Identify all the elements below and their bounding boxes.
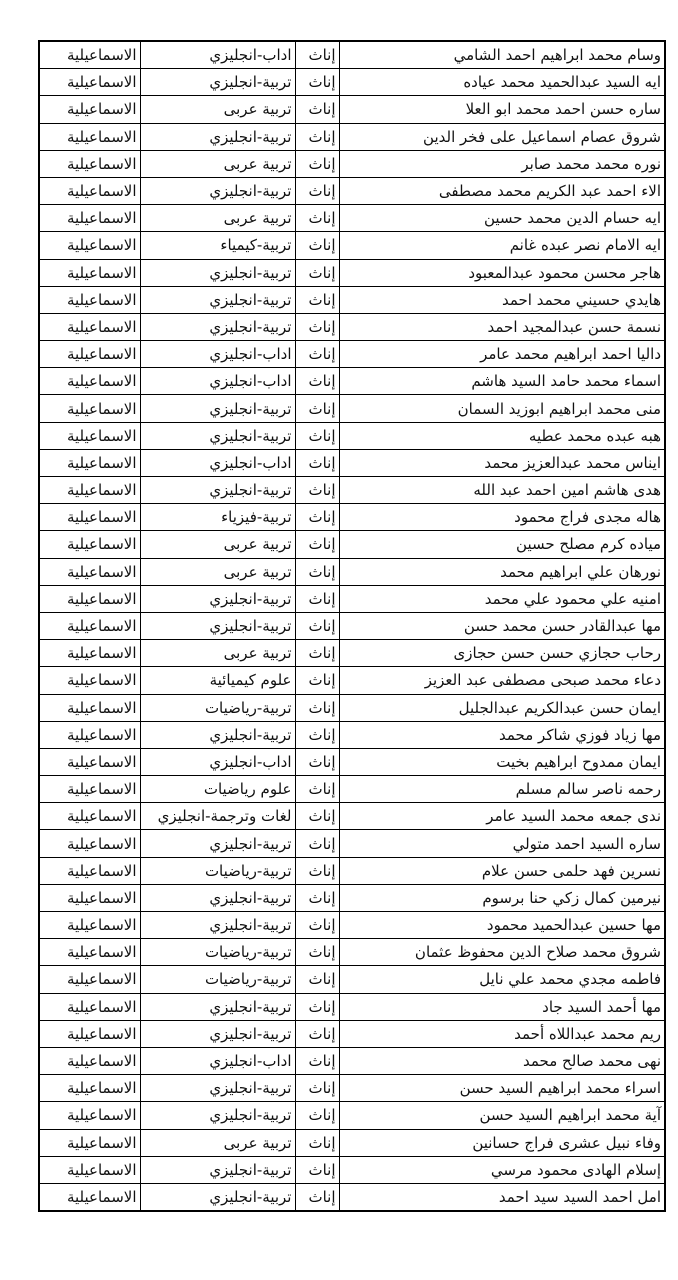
name-cell: الاء احمد عبد الكريم محمد مصطفى bbox=[339, 177, 665, 204]
gender-cell: إناث bbox=[295, 341, 339, 368]
table-row bbox=[39, 884, 665, 911]
governorate-cell: الاسماعيلية bbox=[39, 993, 140, 1020]
name-cell: نهى محمد صالح محمد bbox=[339, 1047, 665, 1074]
table-row bbox=[39, 993, 665, 1020]
gender-cell: إناث bbox=[295, 395, 339, 422]
governorate-cell: الاسماعيلية bbox=[39, 1075, 140, 1102]
gender-cell: إناث bbox=[295, 1020, 339, 1047]
name-cell: وسام محمد ابراهيم احمد الشامي bbox=[339, 41, 665, 69]
name-cell: ندى جمعه محمد السيد عامر bbox=[339, 803, 665, 830]
governorate-cell: الاسماعيلية bbox=[39, 748, 140, 775]
table-row bbox=[39, 395, 665, 422]
gender-cell: إناث bbox=[295, 558, 339, 585]
table-row bbox=[39, 1047, 665, 1074]
name-cell: مها عبدالقادر حسن محمد حسن bbox=[339, 612, 665, 639]
governorate-cell: الاسماعيلية bbox=[39, 368, 140, 395]
name-cell: ساره السيد احمد متولي bbox=[339, 830, 665, 857]
governorate-cell: الاسماعيلية bbox=[39, 313, 140, 340]
table-row bbox=[39, 912, 665, 939]
name-cell: ساره حسن احمد محمد ابو العلا bbox=[339, 96, 665, 123]
specialization-cell: تربية-فيزياء bbox=[140, 504, 295, 531]
table-row bbox=[39, 585, 665, 612]
gender-cell: إناث bbox=[295, 1156, 339, 1183]
specialization-cell: تربية-انجليزي bbox=[140, 286, 295, 313]
applicants-table bbox=[38, 40, 666, 1212]
table-row bbox=[39, 150, 665, 177]
table-row bbox=[39, 449, 665, 476]
gender-cell: إناث bbox=[295, 232, 339, 259]
gender-cell: إناث bbox=[295, 368, 339, 395]
name-cell: ايه حسام الدين محمد حسين bbox=[339, 205, 665, 232]
gender-cell: إناث bbox=[295, 939, 339, 966]
gender-cell: إناث bbox=[295, 96, 339, 123]
name-cell: نيرمين كمال زكي حنا برسوم bbox=[339, 884, 665, 911]
specialization-cell: تربية-انجليزي bbox=[140, 123, 295, 150]
gender-cell: إناث bbox=[295, 1102, 339, 1129]
governorate-cell: الاسماعيلية bbox=[39, 857, 140, 884]
table-row bbox=[39, 41, 665, 69]
gender-cell: إناث bbox=[295, 259, 339, 286]
name-cell: وفاء نبيل عشرى فراج حسانين bbox=[339, 1129, 665, 1156]
governorate-cell: الاسماعيلية bbox=[39, 286, 140, 313]
specialization-cell: اداب-انجليزي bbox=[140, 341, 295, 368]
specialization-cell: تربية عربى bbox=[140, 205, 295, 232]
table-row bbox=[39, 177, 665, 204]
table-row bbox=[39, 286, 665, 313]
table-row bbox=[39, 558, 665, 585]
specialization-cell: تربية-انجليزي bbox=[140, 1075, 295, 1102]
specialization-cell: علوم رياضيات bbox=[140, 776, 295, 803]
governorate-cell: الاسماعيلية bbox=[39, 803, 140, 830]
name-cell: نسمة حسن عبدالمجيد احمد bbox=[339, 313, 665, 340]
specialization-cell: تربية-انجليزي bbox=[140, 993, 295, 1020]
gender-cell: إناث bbox=[295, 993, 339, 1020]
name-cell: نوره محمد محمد صابر bbox=[339, 150, 665, 177]
governorate-cell: الاسماعيلية bbox=[39, 966, 140, 993]
gender-cell: إناث bbox=[295, 830, 339, 857]
governorate-cell: الاسماعيلية bbox=[39, 694, 140, 721]
gender-cell: إناث bbox=[295, 884, 339, 911]
table-row bbox=[39, 939, 665, 966]
specialization-cell: اداب-انجليزي bbox=[140, 41, 295, 69]
specialization-cell: تربية عربى bbox=[140, 531, 295, 558]
specialization-cell: اداب-انجليزي bbox=[140, 1047, 295, 1074]
name-cell: اسماء محمد حامد السيد هاشم bbox=[339, 368, 665, 395]
specialization-cell: تربية-انجليزي bbox=[140, 1156, 295, 1183]
governorate-cell: الاسماعيلية bbox=[39, 205, 140, 232]
table-row bbox=[39, 640, 665, 667]
table-row bbox=[39, 504, 665, 531]
gender-cell: إناث bbox=[295, 1183, 339, 1211]
gender-cell: إناث bbox=[295, 803, 339, 830]
governorate-cell: الاسماعيلية bbox=[39, 1183, 140, 1211]
specialization-cell: تربية-انجليزي bbox=[140, 912, 295, 939]
gender-cell: إناث bbox=[295, 150, 339, 177]
gender-cell: إناث bbox=[295, 585, 339, 612]
governorate-cell: الاسماعيلية bbox=[39, 422, 140, 449]
gender-cell: إناث bbox=[295, 640, 339, 667]
specialization-cell: تربية-انجليزي bbox=[140, 177, 295, 204]
gender-cell: إناث bbox=[295, 286, 339, 313]
table-row bbox=[39, 232, 665, 259]
gender-cell: إناث bbox=[295, 123, 339, 150]
table-row bbox=[39, 1156, 665, 1183]
name-cell: إسلام الهادى محمود مرسي bbox=[339, 1156, 665, 1183]
specialization-cell: علوم كيميائية bbox=[140, 667, 295, 694]
table-row bbox=[39, 313, 665, 340]
gender-cell: إناث bbox=[295, 422, 339, 449]
gender-cell: إناث bbox=[295, 69, 339, 96]
table-row bbox=[39, 1102, 665, 1129]
specialization-cell: اداب-انجليزي bbox=[140, 748, 295, 775]
gender-cell: إناث bbox=[295, 1129, 339, 1156]
table-row bbox=[39, 1020, 665, 1047]
table-row bbox=[39, 830, 665, 857]
governorate-cell: الاسماعيلية bbox=[39, 1020, 140, 1047]
governorate-cell: الاسماعيلية bbox=[39, 96, 140, 123]
governorate-cell: الاسماعيلية bbox=[39, 776, 140, 803]
name-cell: هاله مجدى فراج محمود bbox=[339, 504, 665, 531]
name-cell: هايدي حسيني محمد احمد bbox=[339, 286, 665, 313]
specialization-cell: تربية-انجليزي bbox=[140, 259, 295, 286]
table-row bbox=[39, 721, 665, 748]
gender-cell: إناث bbox=[295, 694, 339, 721]
name-cell: امنيه علي محمود علي محمد bbox=[339, 585, 665, 612]
name-cell: داليا احمد ابراهيم محمد عامر bbox=[339, 341, 665, 368]
name-cell: ايه الامام نصر عبده غانم bbox=[339, 232, 665, 259]
gender-cell: إناث bbox=[295, 449, 339, 476]
gender-cell: إناث bbox=[295, 776, 339, 803]
applicants-sheet bbox=[38, 40, 664, 1212]
table-row bbox=[39, 857, 665, 884]
table-row bbox=[39, 694, 665, 721]
governorate-cell: الاسماعيلية bbox=[39, 177, 140, 204]
specialization-cell: تربية-انجليزي bbox=[140, 830, 295, 857]
governorate-cell: الاسماعيلية bbox=[39, 449, 140, 476]
specialization-cell: تربية عربى bbox=[140, 558, 295, 585]
governorate-cell: الاسماعيلية bbox=[39, 477, 140, 504]
specialization-cell: تربية-انجليزي bbox=[140, 1020, 295, 1047]
gender-cell: إناث bbox=[295, 612, 339, 639]
governorate-cell: الاسماعيلية bbox=[39, 259, 140, 286]
governorate-cell: الاسماعيلية bbox=[39, 504, 140, 531]
specialization-cell: تربية عربى bbox=[140, 96, 295, 123]
governorate-cell: الاسماعيلية bbox=[39, 341, 140, 368]
governorate-cell: الاسماعيلية bbox=[39, 667, 140, 694]
specialization-cell: تربية-رياضيات bbox=[140, 939, 295, 966]
governorate-cell: الاسماعيلية bbox=[39, 640, 140, 667]
name-cell: هاجر محسن محمود عبدالمعبود bbox=[339, 259, 665, 286]
specialization-cell: اداب-انجليزي bbox=[140, 449, 295, 476]
governorate-cell: الاسماعيلية bbox=[39, 830, 140, 857]
governorate-cell: الاسماعيلية bbox=[39, 558, 140, 585]
name-cell: مها أحمد السيد جاد bbox=[339, 993, 665, 1020]
specialization-cell: تربية-انجليزي bbox=[140, 422, 295, 449]
name-cell: ايمان حسن عبدالكريم عبدالجليل bbox=[339, 694, 665, 721]
gender-cell: إناث bbox=[295, 966, 339, 993]
name-cell: ريم محمد عبداللاه أحمد bbox=[339, 1020, 665, 1047]
gender-cell: إناث bbox=[295, 667, 339, 694]
name-cell: هبه عبده محمد عطيه bbox=[339, 422, 665, 449]
governorate-cell: الاسماعيلية bbox=[39, 1129, 140, 1156]
specialization-cell: تربية-انجليزي bbox=[140, 884, 295, 911]
gender-cell: إناث bbox=[295, 748, 339, 775]
table-row bbox=[39, 69, 665, 96]
table-row bbox=[39, 1075, 665, 1102]
governorate-cell: الاسماعيلية bbox=[39, 150, 140, 177]
name-cell: منى محمد ابراهيم ابوزيد السمان bbox=[339, 395, 665, 422]
gender-cell: إناث bbox=[295, 477, 339, 504]
gender-cell: إناث bbox=[295, 41, 339, 69]
name-cell: شروق محمد صلاح الدين محفوظ عثمان bbox=[339, 939, 665, 966]
table-row bbox=[39, 341, 665, 368]
specialization-cell: لغات وترجمة-انجليزي bbox=[140, 803, 295, 830]
name-cell: نورهان علي ابراهيم محمد bbox=[339, 558, 665, 585]
table-row bbox=[39, 531, 665, 558]
name-cell: دعاء محمد صبحى مصطفى عبد العزيز bbox=[339, 667, 665, 694]
table-row bbox=[39, 1183, 665, 1211]
table-row bbox=[39, 1129, 665, 1156]
name-cell: ايمان ممدوح ابراهيم بخيت bbox=[339, 748, 665, 775]
governorate-cell: الاسماعيلية bbox=[39, 612, 140, 639]
governorate-cell: الاسماعيلية bbox=[39, 1102, 140, 1129]
gender-cell: إناث bbox=[295, 857, 339, 884]
specialization-cell: تربية-انجليزي bbox=[140, 612, 295, 639]
governorate-cell: الاسماعيلية bbox=[39, 939, 140, 966]
specialization-cell: تربية-انجليزي bbox=[140, 313, 295, 340]
governorate-cell: الاسماعيلية bbox=[39, 41, 140, 69]
specialization-cell: تربية-رياضيات bbox=[140, 694, 295, 721]
specialization-cell: تربية-انجليزي bbox=[140, 721, 295, 748]
table-row bbox=[39, 667, 665, 694]
specialization-cell: تربية عربى bbox=[140, 150, 295, 177]
name-cell: ايناس محمد عبدالعزيز محمد bbox=[339, 449, 665, 476]
name-cell: مها زياد فوزي شاكر محمد bbox=[339, 721, 665, 748]
table-row bbox=[39, 477, 665, 504]
name-cell: فاطمه مجدي محمد علي نايل bbox=[339, 966, 665, 993]
name-cell: امل احمد السيد سيد احمد bbox=[339, 1183, 665, 1211]
governorate-cell: الاسماعيلية bbox=[39, 123, 140, 150]
table-row bbox=[39, 422, 665, 449]
specialization-cell: تربية-انجليزي bbox=[140, 1102, 295, 1129]
specialization-cell: تربية-انجليزي bbox=[140, 477, 295, 504]
governorate-cell: الاسماعيلية bbox=[39, 69, 140, 96]
governorate-cell: الاسماعيلية bbox=[39, 721, 140, 748]
specialization-cell: تربية-انجليزي bbox=[140, 69, 295, 96]
gender-cell: إناث bbox=[295, 1075, 339, 1102]
name-cell: شروق عصام اسماعيل على فخر الدين bbox=[339, 123, 665, 150]
table-row bbox=[39, 776, 665, 803]
name-cell: نسرين فهد حلمى حسن علام bbox=[339, 857, 665, 884]
table-body bbox=[39, 41, 665, 1211]
gender-cell: إناث bbox=[295, 1047, 339, 1074]
table-row bbox=[39, 123, 665, 150]
table-row bbox=[39, 612, 665, 639]
table-row bbox=[39, 748, 665, 775]
gender-cell: إناث bbox=[295, 177, 339, 204]
name-cell: ايه السيد عبدالحميد محمد عياده bbox=[339, 69, 665, 96]
gender-cell: إناث bbox=[295, 912, 339, 939]
name-cell: اسراء محمد ابراهيم السيد حسن bbox=[339, 1075, 665, 1102]
name-cell: رحاب حجازي حسن حسن حجازى bbox=[339, 640, 665, 667]
gender-cell: إناث bbox=[295, 721, 339, 748]
table-row bbox=[39, 205, 665, 232]
name-cell: هدى هاشم امين احمد عبد الله bbox=[339, 477, 665, 504]
table-row bbox=[39, 803, 665, 830]
specialization-cell: تربية-انجليزي bbox=[140, 1183, 295, 1211]
specialization-cell: تربية-رياضيات bbox=[140, 966, 295, 993]
name-cell: مياده كرم مصلح حسين bbox=[339, 531, 665, 558]
governorate-cell: الاسماعيلية bbox=[39, 585, 140, 612]
table-row bbox=[39, 96, 665, 123]
governorate-cell: الاسماعيلية bbox=[39, 1047, 140, 1074]
name-cell: رحمه ناصر سالم مسلم bbox=[339, 776, 665, 803]
gender-cell: إناث bbox=[295, 504, 339, 531]
name-cell: مها حسين عبدالحميد محمود bbox=[339, 912, 665, 939]
governorate-cell: الاسماعيلية bbox=[39, 884, 140, 911]
specialization-cell: تربية-انجليزي bbox=[140, 395, 295, 422]
gender-cell: إناث bbox=[295, 205, 339, 232]
specialization-cell: اداب-انجليزي bbox=[140, 368, 295, 395]
specialization-cell: تربية عربى bbox=[140, 1129, 295, 1156]
governorate-cell: الاسماعيلية bbox=[39, 531, 140, 558]
gender-cell: إناث bbox=[295, 531, 339, 558]
table-row bbox=[39, 966, 665, 993]
governorate-cell: الاسماعيلية bbox=[39, 395, 140, 422]
gender-cell: إناث bbox=[295, 313, 339, 340]
specialization-cell: تربية-كيمياء bbox=[140, 232, 295, 259]
table-row bbox=[39, 259, 665, 286]
governorate-cell: الاسماعيلية bbox=[39, 232, 140, 259]
specialization-cell: تربية-انجليزي bbox=[140, 585, 295, 612]
specialization-cell: تربية-رياضيات bbox=[140, 857, 295, 884]
governorate-cell: الاسماعيلية bbox=[39, 912, 140, 939]
specialization-cell: تربية عربى bbox=[140, 640, 295, 667]
name-cell: آية محمد ابراهيم السيد حسن bbox=[339, 1102, 665, 1129]
table-row bbox=[39, 368, 665, 395]
governorate-cell: الاسماعيلية bbox=[39, 1156, 140, 1183]
